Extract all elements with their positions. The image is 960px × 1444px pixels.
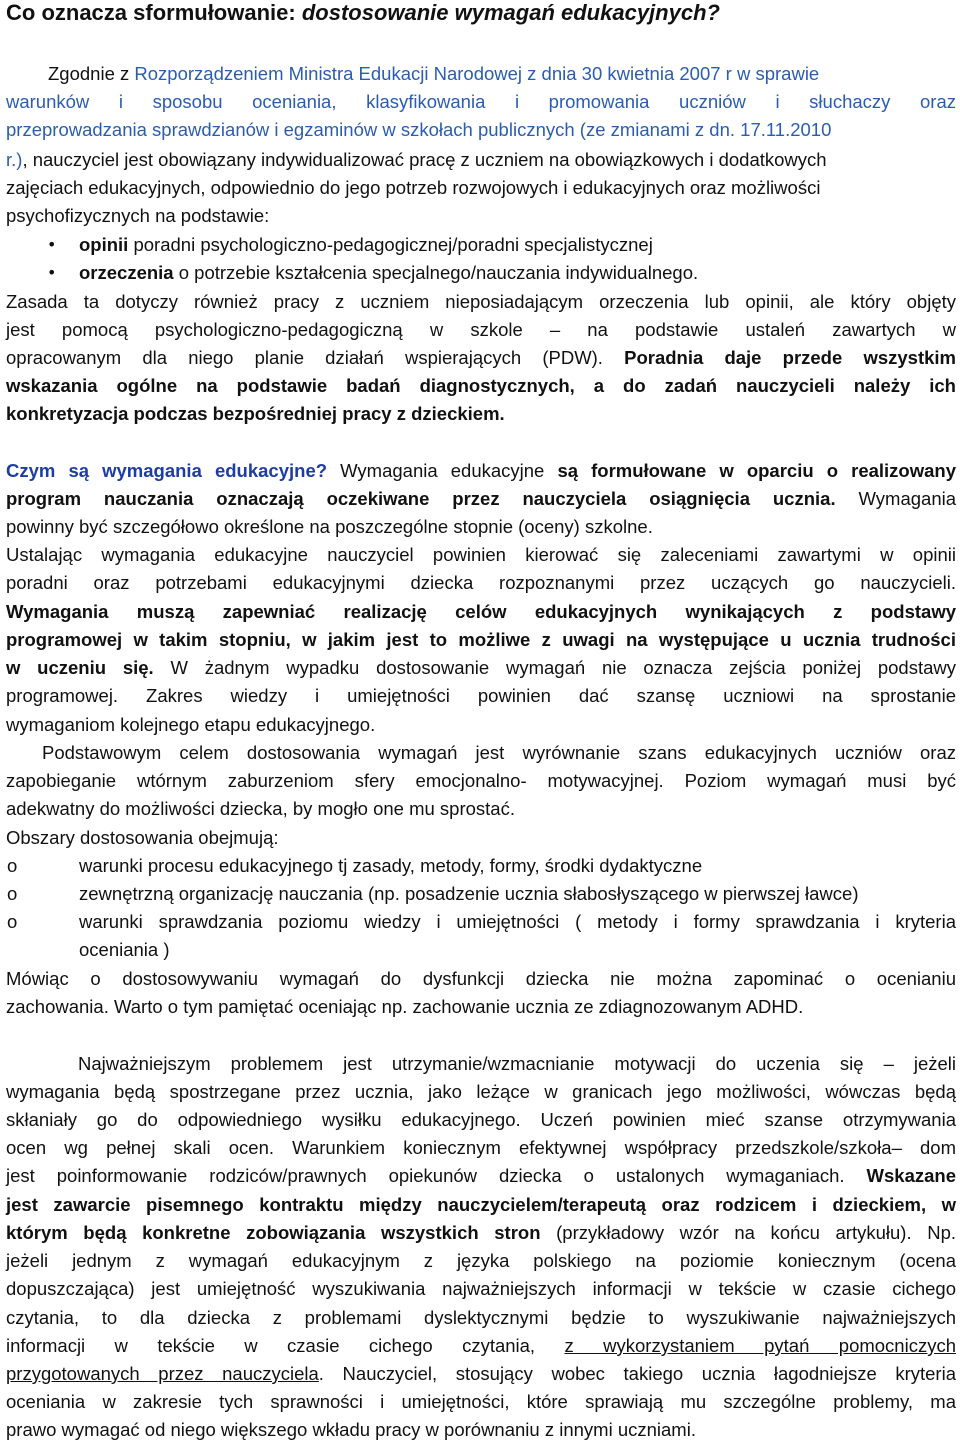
amendment-link[interactable]: (ze zmianami z dn. 17.11.2010: [574, 119, 832, 140]
list-item-continuation: oceniania ): [79, 939, 170, 960]
regulation-link[interactable]: przeprowadzania sprawdzianów i egzaminów w szkołach publicznych: [6, 119, 575, 140]
paragraph-line: zapobieganie wtórnym zaburzeniom sfery emocjonalno- motywacyjnej. Poziom wymagań musi być: [6, 770, 956, 791]
bullet-circle-icon: o: [7, 911, 18, 932]
amendment-link[interactable]: r.): [6, 149, 23, 170]
paragraph-line: [6, 1360, 956, 1388]
title-italic: dostosowanie wymagań edukacyjnych?: [301, 0, 720, 25]
paragraph-line: jeżeli jednym z wymagań edukacyjnym z języka polskiego na poziomie koniecznym (ocena: [6, 1250, 956, 1271]
text-span: . Nauczyciel, stosujący wobec takiego ucznia łagodniejsze kryteria: [318, 1363, 956, 1384]
paragraph-line: poradni oraz potrzebami edukacyjnymi dziecka rozpoznanymi przez uczących go nauczycieli.: [6, 572, 956, 593]
list-item: [79, 231, 653, 259]
regulation-link[interactable]: Rozporządzeniem Ministra Edukacji Narodowej z dnia 30 kwietnia 2007 r w sprawie: [129, 63, 820, 84]
text-span: Poradnia daje przede wszystkim: [624, 347, 956, 368]
paragraph-line: Ustalając wymagania edukacyjne nauczyciel powinien kierować się zaleceniami zawartymi w opinii: [6, 544, 956, 565]
text-span: Wskazane: [866, 1165, 956, 1186]
paragraph-line: Zasada ta dotyczy również pracy z uczniem nieposiadającym orzeczenia lub opinii, ale który objęty: [6, 291, 956, 312]
paragraph-line: [6, 344, 956, 372]
paragraph-line: czytania, to dla dziecka z problemami dyslektycznymi będzie to wyszukiwanie najważniejszych: [6, 1307, 956, 1328]
paragraph-line: zachowania. Warto o tym pamiętać oceniając np. zachowanie ucznia ze zdiagnozowanym ADHD.: [6, 996, 804, 1017]
page-title: [6, 0, 720, 28]
text-span: Wymagania: [835, 488, 957, 509]
paragraph-line: Wymagania muszą zapewniać realizację celów edukacyjnych wynikających z podstawy: [6, 601, 956, 622]
text-span: orzeczenia: [79, 262, 174, 283]
text-span: , nauczyciel jest obowiązany indywidualizować pracę z uczniem na obowiązkowych i dodatkowych: [22, 149, 827, 170]
paragraph-line: konkretyzacja podczas bezpośredniej pracy z dzieckiem.: [6, 403, 505, 424]
paragraph-line: [6, 485, 956, 513]
paragraph-line: Mówiąc o dostosowywaniu wymagań do dysfunkcji dziecka nie można zapominać o ocenianiu: [6, 968, 956, 989]
text-span: (przykładowy wzór na końcu artykułu). Np.: [540, 1222, 957, 1243]
text-span: opracowanym dla niego planie działań wspierających (PDW).: [6, 347, 625, 368]
paragraph-line: [6, 1332, 956, 1360]
section-heading: Czym są wymagania edukacyjne?: [6, 460, 328, 481]
text-span: w uczeniu się.: [6, 657, 154, 678]
paragraph-line: Podstawowym celem dostosowania wymagań jest wyrównanie szans edukacyjnych uczniów oraz: [42, 742, 956, 763]
paragraph-line: Obszary dostosowania obejmują:: [6, 827, 279, 848]
paragraph-line: programowej. Zakres wiedzy i umiejętności powinien dać szansę uczniowi na sprostanie: [6, 685, 956, 706]
paragraph-line: [6, 146, 827, 174]
paragraph-line: wskazania ogólne na podstawie badań diagnostycznych, a do zadań nauczycieli należy ich: [6, 375, 956, 396]
underlined-text: przygotowanych przez nauczyciela: [6, 1363, 319, 1384]
paragraph-line: dopuszczająca) jest umiejętność wyszukiwania najważniejszych informacji w tekście w czasie cichego: [6, 1278, 956, 1299]
paragraph-line: programowej w takim stopniu, w jakim jest to możliwe z uwagi na występujące u ucznia trudności: [6, 629, 956, 650]
paragraph-line: psychofizycznych na podstawie:: [6, 205, 270, 226]
paragraph-line: adekwatny do możliwości dziecka, by mogło one mu sprostać.: [6, 798, 515, 819]
text-span: są formułowane w oparciu o realizowany: [557, 460, 957, 481]
paragraph-line: jest zawarcie pisemnego kontraktu między nauczycielem/terapeutą oraz rodzicem i dzieckiem, w: [6, 1194, 956, 1215]
paragraph-line: [6, 654, 956, 682]
bullet-circle-icon: o: [7, 855, 18, 876]
text-span: o potrzebie kształcenia specjalnego/nauczania indywidualnego.: [173, 262, 699, 283]
paragraph-line: Najważniejszym problemem jest utrzymanie/wzmacnianie motywacji do uczenia się – jeżeli: [78, 1053, 956, 1074]
paragraph-line: powinny być szczegółowo określone na poszczególne stopnie (oceny) szkolne.: [6, 516, 653, 537]
paragraph-line: oceniania w zakresie tych sprawności i umiejętności, które sprawiają mu szczególne problemy, ma: [6, 1391, 956, 1412]
paragraph-line: [6, 1162, 956, 1190]
bullet-dot-icon: •: [47, 263, 57, 282]
list-item: zewnętrzną organizację nauczania (np. posadzenie ucznia słabosłyszącego w pierwszej ławce): [79, 883, 859, 904]
text-span: Wymagania edukacyjne: [327, 460, 558, 481]
paragraph-line: ocen wg pełnej skali ocen. Warunkiem koniecznym efektywnej współpracy przedszkole/szkoła– dom: [6, 1137, 956, 1158]
paragraph-line: [6, 116, 831, 144]
paragraph-line: wymaganiom kolejnego etapu edukacyjnego.: [6, 714, 376, 735]
list-item: warunki sprawdzania poziomu wiedzy i umiejętności ( metody i formy sprawdzania i kryteria: [79, 911, 956, 932]
text-span: którym będą konkretne zobowiązania wszystkich stron: [6, 1222, 541, 1243]
paragraph-line: [48, 60, 819, 88]
paragraph-line: prawo wymagać od niego większego wkładu pracy w porównaniu z innymi uczniami.: [6, 1419, 696, 1440]
paragraph-line: [6, 457, 956, 485]
paragraph-line: zajęciach edukacyjnych, odpowiednio do jego potrzeb rozwojowych i edukacyjnych oraz możliwości: [6, 177, 821, 198]
text-span: Zgodnie z: [48, 63, 130, 84]
paragraph-line: skłaniały go do odpowiedniego wysiłku edukacyjnego. Uczeń powinien mieć szanse otrzymywania: [6, 1109, 956, 1130]
text-span: opinii: [79, 234, 129, 255]
text-span: informacji w tekście w czasie cichego czytania,: [6, 1335, 565, 1356]
title-text: Co oznacza sformułowanie:: [6, 0, 302, 25]
text-span: poradni psychologiczno-pedagogicznej/poradni specjalistycznej: [128, 234, 653, 255]
bullet-circle-icon: o: [7, 883, 18, 904]
bullet-dot-icon: •: [47, 235, 57, 254]
paragraph-line: wymagania będą spostrzegane przez ucznia, jako leżące w granicach jego możliwości, wówczas będą: [6, 1081, 956, 1102]
text-span: jest poinformowanie rodziców/prawnych opiekunów dziecka o ustalonych wymaganiach.: [6, 1165, 867, 1186]
list-item: warunki procesu edukacyjnego tj zasady, metody, formy, środki dydaktyczne: [79, 855, 703, 876]
list-item: [79, 259, 698, 287]
text-span: program nauczania oznaczają oczekiwane przez nauczyciela osiągnięcia ucznia.: [6, 488, 836, 509]
paragraph-line: jest pomocą psychologiczno-pedagogiczną w szkole – na podstawie ustaleń zawartych w: [6, 319, 956, 340]
regulation-link[interactable]: warunków i sposobu oceniania, klasyfikowania i promowania uczniów i słuchaczy oraz: [6, 91, 956, 112]
underlined-text: z wykorzystaniem pytań pomocniczych: [564, 1335, 956, 1356]
text-span: W żadnym wypadku dostosowanie wymagań nie oznacza zejścia poniżej podstawy: [153, 657, 956, 678]
paragraph-line: [6, 1219, 956, 1247]
